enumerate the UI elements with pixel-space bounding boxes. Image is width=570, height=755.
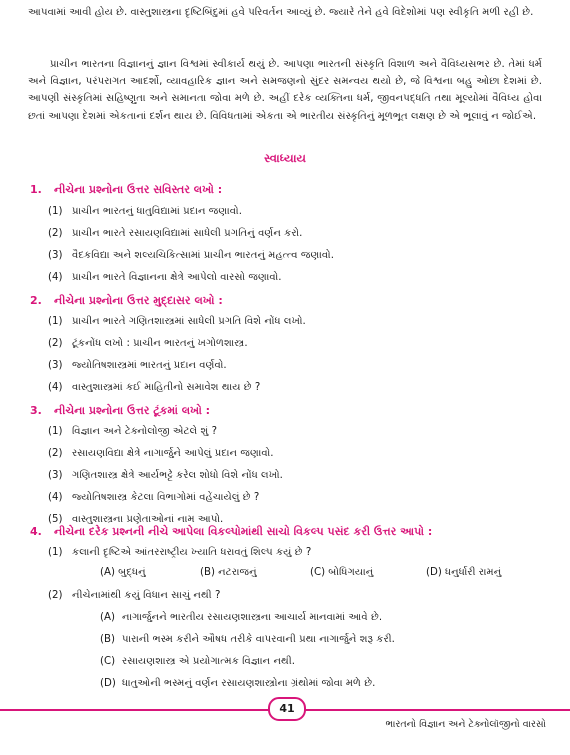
item-text: નીચેનામાંથી કયું વિધાન સાચું નથી ?	[72, 590, 221, 601]
option-text: નાગાર્જુનને ભારતીય રસાયણશાસ્ત્રના આચાર્ય માનવામાં આવે છે.	[122, 612, 383, 623]
choice-option	[100, 678, 375, 690]
page-number: 41	[268, 697, 306, 721]
item-number: (3)	[48, 360, 63, 371]
item-text: વિજ્ઞાન અને ટેક્નોલોજી એટલે શું ?	[72, 426, 218, 437]
item-number: (2)	[48, 228, 63, 239]
list-item	[48, 492, 259, 504]
intro-paragraph-2: પ્રાચીન ભારતના વિજ્ઞાનનું જ્ઞાન વિશ્વમાં સ્વીકાર્ય થયું છે. આપણા ભારતની સંસ્કૃતિ વિશાળ અને વૈવિધ્યસભર છે. તેમાં ધર્મ અને વિજ્ઞાન, પરંપરાગત આદર્શો, વ્યાવહારિક જ્ઞાન અને સમજણનો સુંદર સમન્વય થયો છે, જે વિશ્વના બહુ ઓછા દેશમાં છે. આપણી સંસ્કૃતિમાં સહિષ્ણુતા અને સમાનતા જોવા મળે છે. અહીં દરેક વ્યક્તિના ધર્મ, જીવનપદ્ધતિ તથા મૂલ્યોમાં વૈવિધ્ય હોવા છતાં આપણા દેશમાં એકતાનાં દર્શન થાય છે. વિવિધતામાં એકતા એ ભારતીય સંસ્કૃતિનું મૂળભૂત લક્ષણ છે એ ભૂલાવું ન જોઈએ.	[28, 59, 542, 122]
question-heading-3	[30, 404, 210, 418]
list-item	[48, 547, 311, 559]
choice-option	[100, 634, 395, 646]
item-number: (2)	[48, 338, 63, 349]
question-heading-2	[30, 294, 223, 308]
item-number: (1)	[48, 426, 63, 437]
list-item	[48, 382, 260, 394]
question-number: 2.	[30, 294, 42, 307]
item-text: પ્રાચીન ભારતે વિજ્ઞાનના ક્ષેત્રે આપેલો વારસો જણાવો.	[72, 272, 282, 283]
item-number: (5)	[48, 514, 63, 525]
list-item	[48, 250, 334, 262]
item-text: વાસ્તુશાસ્ત્રના પ્રણેતાઓનાં નામ આપો.	[72, 514, 224, 525]
question-heading-1	[30, 183, 222, 197]
question-number: 4.	[30, 525, 42, 538]
list-item	[48, 426, 217, 438]
choice-option: (A) બુદ્ધનું	[100, 567, 146, 578]
question-number: 3.	[30, 404, 42, 417]
list-item	[48, 590, 220, 602]
item-number: (4)	[48, 272, 63, 283]
list-item	[48, 272, 282, 284]
option-text: પારાની ભસ્મ કરીને ઔષધ તરીકે વાપરવાની પ્રથા નાગાર્જુને શરૂ કરી.	[122, 634, 395, 645]
list-item	[48, 228, 302, 240]
option-letter: (A)	[100, 612, 115, 623]
item-text: વાસ્તુશાસ્ત્રમાં કઈ માહિતીનો સમાવેશ થાય છે ?	[72, 382, 261, 393]
question-title: નીચેના પ્રશ્નોના ઉત્તર ટૂંકમાં લખો :	[54, 404, 211, 417]
item-number: (3)	[48, 470, 63, 481]
item-text: જ્યોતિષશાસ્ત્રમાં ભારતનું પ્રદાન વર્ણવો.	[72, 360, 227, 371]
list-item	[48, 360, 227, 372]
choice-option	[100, 612, 382, 624]
item-number: (1)	[48, 206, 63, 217]
item-number: (2)	[48, 590, 63, 601]
item-number: (1)	[48, 316, 63, 327]
choice-option: (D) ધનુર્ધારી રામનું	[426, 567, 502, 578]
item-text: પ્રાચીન ભારતે ગણિતશાસ્ત્રમાં સાધેલી પ્રગતિ વિશે નોંધ લખો.	[72, 316, 306, 327]
question-title: નીચેના દરેક પ્રશ્નની નીચે આપેલા વિકલ્પોમાંથી સાચો વિકલ્પ પસંદ કરી ઉત્તર આપો :	[54, 525, 433, 538]
list-item	[48, 470, 283, 482]
list-item	[48, 206, 242, 218]
item-number: (3)	[48, 250, 63, 261]
question-title: નીચેના પ્રશ્નોના ઉત્તર સવિસ્તર લખો :	[54, 183, 223, 196]
item-text: જ્યોતિષશાસ્ત્ર કેટલા વિભાગોમાં વહેંચાયેલું છે ?	[72, 492, 260, 503]
question-title: નીચેના પ્રશ્નોના ઉત્તર મુદ્દાસર લખો :	[54, 294, 223, 307]
item-text: ટૂંકનોંધ લખો : પ્રાચીન ભારતનું ખગોળશાસ્ત્ર.	[72, 338, 248, 349]
intro-paragraph-1: આપવામાં આવી હોય છે. વાસ્તુશાસ્ત્રના દૃષ્ટિબિંદુમાં હવે પરિવર્તન આવ્યું છે. જ્યારે તેને હવે વિદેશોમાં પણ સ્વીકૃતિ મળી રહી છે.	[28, 7, 534, 18]
option-text: ધાતુઓની ભસ્મનું વર્ણન રસાયણશાસ્ત્રોના ગ્રંથોમાં જોવા મળે છે.	[122, 678, 376, 689]
option-letter: (C)	[100, 656, 116, 667]
question-heading-4	[30, 525, 432, 539]
section-heading: સ્વાધ્યાય	[264, 151, 306, 165]
question-number: 1.	[30, 183, 42, 196]
choice-option	[100, 656, 295, 668]
item-text: પ્રાચીન ભારતનું ધાતુવિદ્યામાં પ્રદાન જણાવો.	[72, 206, 242, 217]
option-letter: (B)	[100, 634, 115, 645]
item-text: વૈદકવિદ્યા અને શલ્યચિકિત્સામાં પ્રાચીન ભારતનું મહત્ત્વ જણાવો.	[72, 250, 334, 261]
item-text: રસાયણવિદ્યા ક્ષેત્રે નાગાર્જુને આપેલું પ્રદાન જણાવો.	[72, 448, 274, 459]
option-letter: (D)	[100, 678, 116, 689]
option-text: રસાયણશાસ્ત્ર એ પ્રયોગાત્મક વિજ્ઞાન નથી.	[122, 656, 296, 667]
item-text: કલાની દૃષ્ટિએ આંતરરાષ્ટ્રીય ખ્યાતિ ધરાવતું શિલ્પ કયું છે ?	[72, 547, 312, 558]
item-text: પ્રાચીન ભારતે રસાયણવિદ્યામાં સાધેલી પ્રગતિનું વર્ણન કરો.	[72, 228, 303, 239]
footer-book-title: ભારતનો વિજ્ઞાન અને ટેક્નોલૉજીનો વારસો	[385, 719, 546, 730]
item-number: (4)	[48, 382, 63, 393]
list-item	[48, 338, 248, 350]
list-item	[48, 448, 274, 460]
item-text: ગણિતશાસ્ત્ર ક્ષેત્રે આર્યભટ્ટે કરેલ શોધો વિશે નોંધ લખો.	[72, 470, 283, 481]
item-number: (1)	[48, 547, 63, 558]
choice-option: (C) બોધિગયાનું	[310, 567, 374, 578]
list-item	[48, 316, 306, 328]
item-number: (2)	[48, 448, 63, 459]
item-number: (4)	[48, 492, 63, 503]
choice-option: (B) નટરાજનું	[200, 567, 257, 578]
